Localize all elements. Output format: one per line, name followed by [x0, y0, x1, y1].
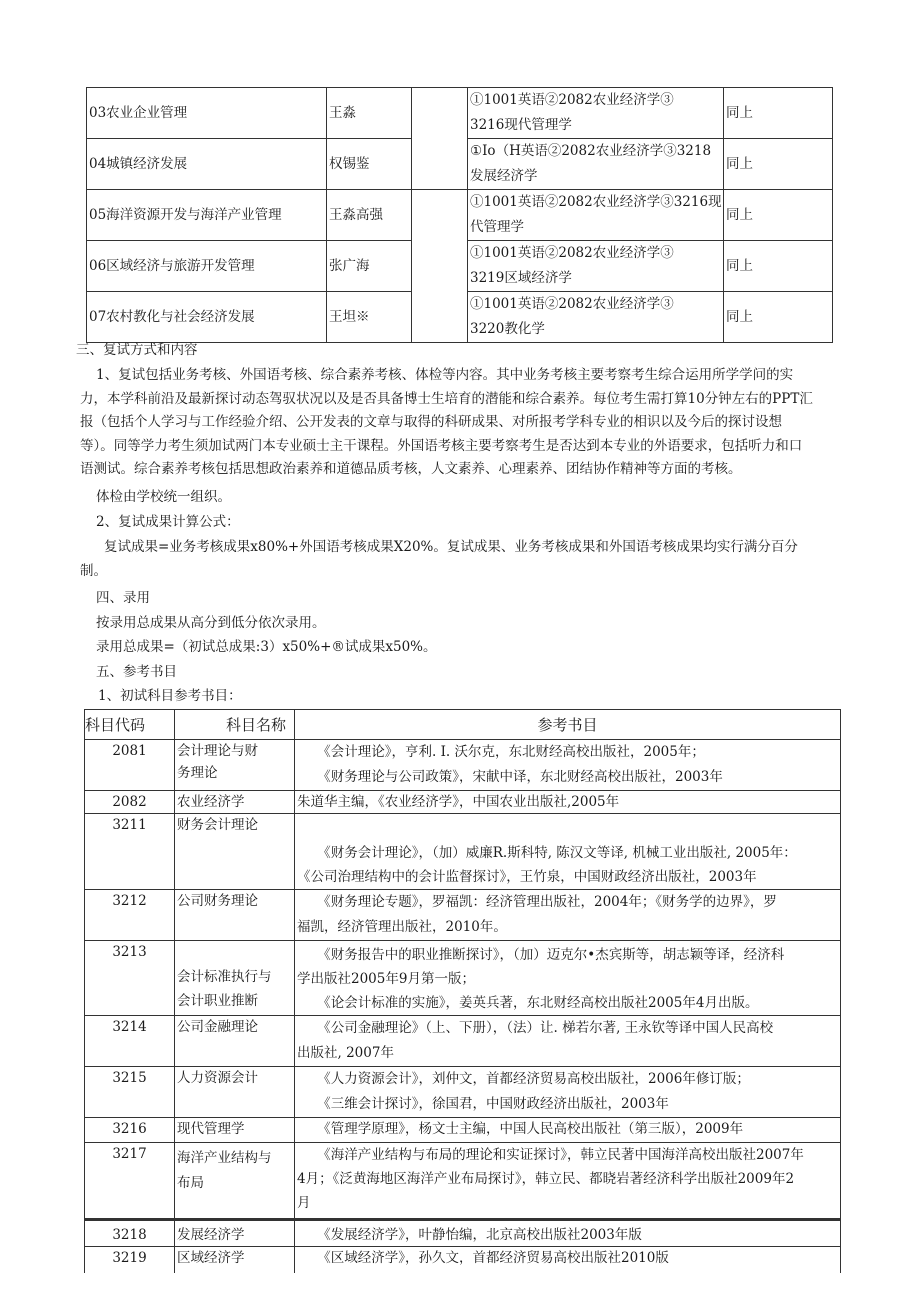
table-row	[85, 1220, 841, 1247]
reference-books: 《发展经济学》，叶静怡编，北京高校出版社2003年版	[295, 1220, 841, 1247]
subject-name: 农业经济学	[175, 791, 295, 814]
section3-paragraph-3: 2、复试成果计算公式：	[96, 514, 240, 530]
reference-books: 《海洋产业结构与布局的理论和实证探讨》，韩立民著中国海洋高校出版社2007年 4月；《泛黄海地区海洋产业布局探讨》，韩立民、都晓岩著经济科学出版社2009年2 月	[295, 1143, 841, 1220]
exam-subjects-cell: ①Io（H英语②2082农业经济学③3218 发展经济学	[468, 139, 724, 190]
table-row	[85, 1118, 841, 1143]
reference-books: 《管理学原理》，杨文士主编，中国人民高校出版社（第三版），2009年	[295, 1118, 841, 1143]
note-cell: 同上	[724, 190, 833, 241]
subject-name: 发展经济学	[175, 1220, 295, 1247]
exam-subjects-cell: ①1001英语②2082农业经济学③ 3219区域经济学	[468, 241, 724, 292]
reference-books: 《财务理论专题》，罗福凯：经济管理出版社，2004年；《财务学的边界》，罗 福凯，经济管理出版社，2010年。	[295, 890, 841, 941]
table-row	[85, 740, 841, 791]
subject-code: 3212	[85, 890, 175, 941]
exam-subjects-cell: ①1001英语②2082农业经济学③ 3216现代管理学	[468, 88, 724, 139]
reference-books: 《财务会计理论》，（加）威廉R.斯科特, 陈汉文等译, 机械工业出版社, 2005年： 《公司治理结构中的会计监督探讨》，王竹泉，中国财政经济出版社，2003年	[295, 814, 841, 890]
direction-cell: 04城镇经济发展	[87, 139, 327, 190]
reference-books: 《公司金融理论》（上、下册），（法）让. 梯若尔著, 王永钦等译中国人民高校 出版社, 2007年	[295, 1016, 841, 1067]
subject-name: 会计理论与财 务理论	[175, 740, 295, 791]
subject-code: 2082	[85, 791, 175, 814]
subject-name: 会计标准执行与 会计职业推断	[175, 941, 295, 1016]
section5-heading: 五、参考书目	[96, 664, 177, 680]
section3-heading: 三、复试方式和内容	[76, 342, 198, 358]
subject-name: 海洋产业结构与 布局	[175, 1143, 295, 1220]
note-cell: 同上	[724, 292, 833, 343]
exam-subjects-cell: ①1001英语②2082农业经济学③3216现 代管理学	[468, 190, 724, 241]
direction-cell: 06区域经济与旅游开发管理	[87, 241, 327, 292]
subject-name: 区域经济学	[175, 1247, 295, 1273]
subject-name: 财务会计理论	[175, 814, 295, 890]
table-row	[87, 88, 833, 139]
subject-code: 2081	[85, 740, 175, 791]
subject-code: 3217	[85, 1143, 175, 1220]
research-direction-table	[86, 87, 833, 343]
table-row	[85, 1143, 841, 1220]
table-header-row	[85, 710, 841, 740]
supervisor-cell: 王淼	[327, 88, 412, 139]
reference-books: 《区域经济学》，孙久文，首都经济贸易高校出版社2010版	[295, 1247, 841, 1273]
reference-books-table	[84, 709, 841, 1273]
supervisor-cell: 权锡鉴	[327, 139, 412, 190]
section5-subheading: 1、初试科目参考书目：	[98, 688, 242, 704]
subject-name: 公司财务理论	[175, 890, 295, 941]
table-row	[87, 190, 833, 241]
direction-cell: 05海洋资源开发与海洋产业管理	[87, 190, 327, 241]
subject-code: 3214	[85, 1016, 175, 1067]
subject-code: 3219	[85, 1247, 175, 1273]
header-books: 参考书目	[295, 710, 841, 740]
subject-code: 3213	[85, 941, 175, 1016]
reference-books: 《会计理论》，亨利. I. 沃尔克，东北财经高校出版社，2005年； 《财务理论与公司政策》，宋献中译，东北财经高校出版社，2003年	[295, 740, 841, 791]
table-row	[85, 1067, 841, 1118]
reference-books: 《财务报告中的职业推断探讨》，（加）迈克尔•杰宾斯等，胡志颖等译，经济科 学出版社2005年9月第一版； 《论会计标准的实施》，姜英兵著，东北财经高校出版社2005年4月出版。	[295, 941, 841, 1016]
reference-books: 朱道华主编，《农业经济学》，中国农业出版社,2005年	[295, 791, 841, 814]
supervisor-cell: 王淼高强	[327, 190, 412, 241]
section4-paragraph-2: 录用总成果=（初试总成果:3）x50%+®试成果x50%。	[96, 639, 437, 655]
subject-name: 公司金融理论	[175, 1016, 295, 1067]
section4-heading: 四、录用	[96, 590, 150, 606]
section3-paragraph-1: 1、复试包括业务考核、外国语考核、综合素养考核、体检等内容。其中业务考核主要考察考生综合运用所学学问的实 力，本学科前沿及最新探讨动态驾驭状况以及是否具备博士生培育的潜能和综合素养。每位考生需打算10分钟左右的PPT汇 报（包括个人学习与工作经验介绍、公开发表的文章与取得的科研成果、对所报考学科专业的相识以及今后的探讨设想 等）。同等学力考生须加试两门本专业硕士主干课程。外国语考核主要考察考生是否达到本专业的外语要求，包括听力和口 语测试。综合素养考核包括思想政治素养和道德品质考核，人文素养、心理素养、团结协作精神等方面的考核。	[80, 367, 813, 477]
subject-code: 3215	[85, 1067, 175, 1118]
table-row	[85, 890, 841, 941]
subject-code: 3218	[85, 1220, 175, 1247]
table-row	[85, 941, 841, 1016]
section3-paragraph-2: 体检由学校统一组织。	[96, 489, 231, 505]
note-cell: 同上	[724, 241, 833, 292]
merged-empty-cell	[412, 190, 468, 343]
exam-subjects-cell: ①1001英语②2082农业经济学③ 3220教化学	[468, 292, 724, 343]
subject-code: 3216	[85, 1118, 175, 1143]
section3-formula: 复试成果=业务考核成果x80%+外国语考核成果X20%。复试成果、业务考核成果和外国语考核成果均实行满分百分 制。	[80, 539, 798, 579]
table-row	[85, 791, 841, 814]
direction-cell: 07农村教化与社会经济发展	[87, 292, 327, 343]
note-cell: 同上	[724, 139, 833, 190]
note-cell: 同上	[724, 88, 833, 139]
header-name: 科目名称	[175, 710, 295, 740]
reference-books: 《人力资源会计》，刘仲文，首都经济贸易高校出版社，2006年修订版； 《三维会计探讨》，徐国君，中国财政经济出版社，2003年	[295, 1067, 841, 1118]
supervisor-cell: 王坦※	[327, 292, 412, 343]
table-row	[85, 1247, 841, 1273]
subject-name: 人力资源会计	[175, 1067, 295, 1118]
subject-code: 3211	[85, 814, 175, 890]
subject-name: 现代管理学	[175, 1118, 295, 1143]
header-code: 科目代码	[85, 710, 175, 740]
table-row	[85, 1016, 841, 1067]
supervisor-cell: 张广海	[327, 241, 412, 292]
direction-cell: 03农业企业管理	[87, 88, 327, 139]
merged-empty-cell	[412, 88, 468, 190]
table-row	[85, 814, 841, 890]
section4-paragraph-1: 按录用总成果从高分到低分依次录用。	[96, 615, 326, 631]
